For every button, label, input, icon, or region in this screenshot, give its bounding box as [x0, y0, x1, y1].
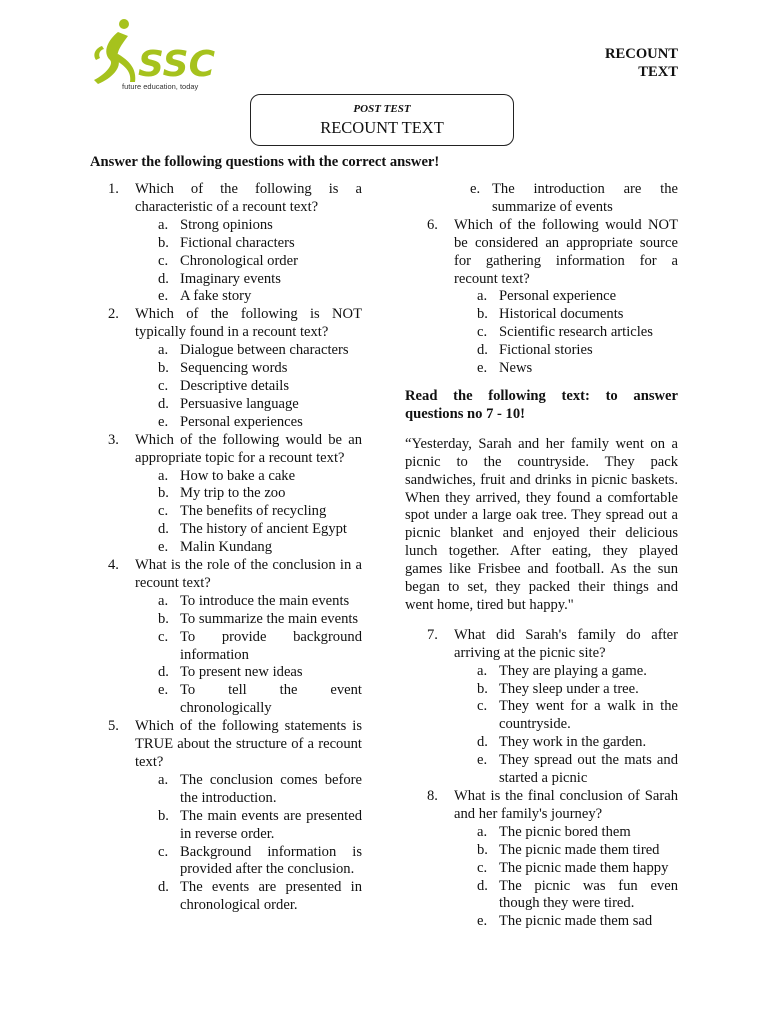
question-number: 4.: [108, 557, 119, 574]
option-letter: e.: [477, 913, 488, 930]
option: [477, 342, 678, 360]
option: [477, 824, 678, 842]
option-text: The benefits of recycling: [180, 503, 327, 520]
option-text: They went for a walk in the countryside.: [499, 698, 678, 733]
option: [158, 485, 362, 503]
question-text: Which of the following is NOT typically found in a recount text?: [135, 306, 362, 341]
option: [158, 521, 362, 539]
option-letter: d.: [158, 664, 169, 681]
option-letter: d.: [158, 270, 169, 287]
option-letter: e.: [477, 360, 488, 377]
option: [158, 539, 362, 557]
option-text: To provide background information: [180, 628, 362, 663]
question-5: [108, 718, 362, 772]
option-text: Background information is provided after the conclusion.: [180, 843, 362, 878]
header-line-1: RECOUNT: [605, 46, 678, 62]
question-number: 2.: [108, 306, 119, 323]
question-text: What is the role of the conclusion in a recount text?: [135, 557, 362, 591]
reading-heading: Read the following text: to answer questions no 7 - 10!: [405, 387, 678, 422]
option-letter: c.: [477, 859, 488, 876]
option-text: Fictional characters: [180, 234, 295, 251]
option-text: They work in the garden.: [499, 734, 647, 751]
option-letter: c.: [158, 377, 169, 394]
option: [158, 772, 362, 808]
option: [158, 682, 362, 718]
question-2: [108, 306, 362, 342]
question-text: Which of the following is a characteristic of a recount text?: [135, 181, 362, 215]
option-letter: a.: [477, 288, 488, 305]
option-letter: e.: [470, 181, 481, 197]
option-letter: a.: [477, 662, 488, 679]
option-letter: b.: [158, 360, 169, 377]
option-text: To present new ideas: [180, 664, 303, 681]
option: [158, 503, 362, 521]
option-text: My trip to the zoo: [180, 485, 286, 502]
header-label: [605, 46, 678, 81]
option-text: The picnic was fun even though they were tired.: [499, 877, 678, 912]
option-letter: a.: [158, 216, 169, 233]
option-letter: b.: [477, 306, 488, 323]
option-text: Scientific research articles: [499, 324, 653, 341]
option-text: Personal experience: [499, 288, 617, 305]
option: [477, 860, 678, 878]
question-8: [427, 788, 678, 824]
option: [477, 734, 678, 752]
option-letter: b.: [158, 610, 169, 627]
option-letter: c.: [477, 324, 488, 341]
question-text: What is the final conclusion of Sarah and her family's journey?: [454, 788, 678, 822]
option-letter: c.: [158, 252, 169, 269]
option: [158, 808, 362, 844]
option-continued: [470, 181, 678, 217]
option-letter: e.: [158, 682, 169, 699]
option: [158, 235, 362, 253]
option: [158, 360, 362, 378]
option-letter: e.: [158, 288, 169, 305]
option-letter: b.: [477, 680, 488, 697]
option-text: A fake story: [180, 288, 252, 305]
option: [158, 593, 362, 611]
question-number: 8.: [427, 788, 438, 804]
option-text: The picnic bored them: [499, 823, 631, 840]
title-subtitle: POST TEST: [353, 103, 411, 115]
option-letter: e.: [158, 539, 169, 556]
option-letter: c.: [477, 698, 488, 715]
option-letter: d.: [477, 877, 488, 894]
option-letter: a.: [158, 592, 169, 609]
option-text: To summarize the main events: [180, 610, 359, 627]
option: [477, 752, 678, 788]
option-text: The picnic made them happy: [499, 859, 669, 876]
option: [477, 698, 678, 734]
option: [477, 913, 678, 931]
option: [158, 629, 362, 665]
option-letter: d.: [477, 734, 488, 751]
option: [158, 396, 362, 414]
option-letter: e.: [477, 752, 488, 769]
left-column: [108, 181, 362, 915]
option: [158, 253, 362, 271]
option-text: The introduction are the summarize of events: [492, 181, 678, 215]
option-text: To introduce the main events: [180, 592, 350, 609]
option-text: News: [499, 360, 533, 377]
page-title: RECOUNT TEXT: [320, 118, 444, 137]
option-text: Imaginary events: [180, 270, 281, 287]
question-1: [108, 181, 362, 217]
question-7: [427, 627, 678, 663]
question-3: [108, 432, 362, 468]
question-number: 7.: [427, 626, 438, 643]
option-text: Sequencing words: [180, 360, 288, 377]
option-letter: b.: [477, 841, 488, 858]
option-text: The conclusion comes before the introduction.: [180, 771, 362, 806]
option: [477, 842, 678, 860]
question-number: 3.: [108, 431, 119, 448]
option-letter: c.: [158, 843, 169, 860]
option: [477, 878, 678, 914]
option-text: To tell the event chronologically: [180, 682, 362, 717]
right-column: [405, 181, 678, 931]
option: [477, 663, 678, 681]
header-line-2: TEXT: [638, 63, 678, 80]
option: [158, 378, 362, 396]
option-letter: b.: [158, 807, 169, 824]
option: [477, 324, 678, 342]
option-letter: a.: [158, 467, 169, 484]
question-number: 6.: [427, 216, 438, 233]
question-text: What did Sarah's family do after arriving at the picnic site?: [454, 626, 678, 661]
option-letter: d.: [158, 395, 169, 412]
option-letter: d.: [158, 879, 169, 896]
option: [158, 217, 362, 235]
option-text: The picnic made them tired: [499, 841, 660, 858]
option: [158, 342, 362, 360]
logo-tagline: future education, today: [122, 82, 199, 91]
option-text: Dialogue between characters: [180, 342, 349, 359]
option: [158, 288, 362, 306]
question-number: 1.: [108, 181, 119, 197]
option-letter: a.: [158, 771, 169, 788]
option-letter: d.: [158, 521, 169, 538]
question-number: 5.: [108, 718, 119, 735]
question-text: Which of the following statements is TRUE about the structure of a recount text?: [135, 718, 362, 770]
option: [477, 288, 678, 306]
option: [158, 844, 362, 880]
option: [477, 306, 678, 324]
option-text: They are playing a game.: [499, 662, 647, 679]
option-letter: c.: [158, 628, 169, 645]
option-letter: b.: [158, 485, 169, 502]
option-text: The events are presented in chronological order.: [180, 879, 362, 914]
option-text: Personal experiences: [180, 413, 303, 430]
story-text: “Yesterday, Sarah and her family went on a picnic to the countryside. They pack sandwiches, fruit and drinks in picnic baskets. When they arrived, they found a comfortable spot under a large oak tree. They spread out a picnic blanket and enjoyed their delicious lunch together. After eating, they played games like Frisbee and football. As the sun began to set, they packed their things and went home, tired but happy.": [405, 435, 678, 613]
option: [158, 414, 362, 432]
option-letter: a.: [477, 823, 488, 840]
option-text: Descriptive details: [180, 377, 290, 394]
option-text: Historical documents: [499, 306, 624, 323]
question-text: Which of the following would NOT be considered an appropriate source for gathering information for a recount text?: [454, 216, 678, 287]
option: [158, 468, 362, 486]
option-letter: d.: [477, 342, 488, 359]
option: [477, 681, 678, 699]
question-4: [108, 557, 362, 593]
option-text: The history of ancient Egypt: [180, 521, 347, 538]
option-text: The picnic made them sad: [499, 913, 653, 930]
option: [158, 271, 362, 289]
option: [158, 611, 362, 629]
option-text: Malin Kundang: [180, 539, 273, 556]
option-letter: c.: [158, 503, 169, 520]
instruction: Answer the following questions with the correct answer!: [90, 154, 440, 170]
question-6: [427, 217, 678, 289]
option: [158, 879, 362, 915]
logo-brand: SSC: [138, 44, 215, 85]
option-letter: e.: [158, 413, 169, 430]
question-text: Which of the following would be an appropriate topic for a recount text?: [135, 431, 362, 466]
option-text: They sleep under a tree.: [499, 680, 639, 697]
option-text: Fictional stories: [499, 342, 593, 359]
option-text: Chronological order: [180, 252, 298, 269]
option-text: They spread out the mats and started a picnic: [499, 752, 678, 787]
option-text: The main events are presented in reverse order.: [180, 807, 362, 842]
option: [158, 664, 362, 682]
option-letter: b.: [158, 234, 169, 251]
option: [477, 360, 678, 378]
title-box: [250, 94, 514, 146]
option-text: Persuasive language: [180, 395, 299, 412]
option-letter: a.: [158, 342, 169, 359]
option-text: Strong opinions: [180, 216, 273, 233]
option-text: How to bake a cake: [180, 467, 296, 484]
